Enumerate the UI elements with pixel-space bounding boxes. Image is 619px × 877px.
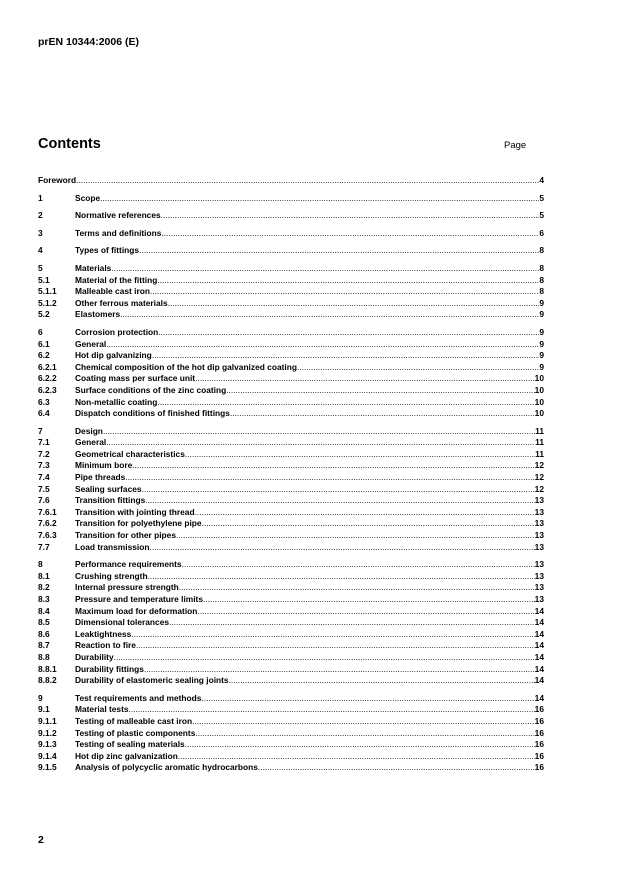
toc-section-group xyxy=(38,426,544,554)
toc-entry-page: 13 xyxy=(534,518,544,529)
toc-entry-number: 8.8 xyxy=(38,651,50,662)
toc-dot-leader xyxy=(106,339,539,351)
toc-entry-title: Design xyxy=(75,425,103,436)
document-id-header: prEN 10344:2006 (E) xyxy=(38,36,139,48)
toc-entry-title: Types of fittings xyxy=(75,245,140,256)
toc-entry-number: 7.5 xyxy=(38,483,50,494)
toc-dot-leader xyxy=(129,704,535,716)
toc-entry[interactable] xyxy=(38,437,544,449)
toc-dot-leader xyxy=(145,495,534,507)
toc-entry-number: 7.1 xyxy=(38,437,50,448)
page-column-label: Page xyxy=(504,140,527,151)
toc-entry[interactable] xyxy=(38,472,544,484)
toc-dot-leader xyxy=(178,751,535,763)
toc-dot-leader xyxy=(161,210,540,222)
toc-entry-title: Scope xyxy=(75,192,101,203)
toc-entry-number: 8.2 xyxy=(38,582,50,593)
toc-dot-leader xyxy=(179,582,535,594)
toc-entry[interactable] xyxy=(38,518,544,530)
toc-dot-leader xyxy=(185,449,535,461)
toc-entry-page: 9 xyxy=(539,297,544,308)
contents-title: Contents xyxy=(38,136,101,152)
toc-entry[interactable] xyxy=(38,245,544,257)
toc-dot-leader xyxy=(106,437,535,449)
toc-entry[interactable] xyxy=(38,373,544,385)
toc-entry-title: Other ferrous materials xyxy=(75,297,168,308)
toc-dot-leader xyxy=(202,518,535,530)
toc-entry[interactable] xyxy=(38,640,544,652)
toc-entry[interactable] xyxy=(38,298,544,310)
toc-entry-number: 7 xyxy=(38,425,43,436)
toc-entry-number: 6.3 xyxy=(38,396,50,407)
toc-entry-title: Transition with jointing thread xyxy=(75,506,195,517)
toc-entry-number: 8.4 xyxy=(38,605,50,616)
toc-entry-title: Non-metallic coating xyxy=(75,396,158,407)
toc-entry-number: 8.8.1 xyxy=(38,663,57,674)
toc-entry-page: 13 xyxy=(534,559,544,570)
toc-dot-leader xyxy=(195,728,534,740)
toc-entry-page: 13 xyxy=(534,582,544,593)
toc-entry[interactable] xyxy=(38,484,544,496)
toc-dot-leader xyxy=(169,617,535,629)
toc-entry[interactable] xyxy=(38,664,544,676)
toc-entry-number: 7.6.1 xyxy=(38,506,57,517)
toc-entry-page: 12 xyxy=(534,472,544,483)
toc-dot-leader xyxy=(76,175,539,187)
toc-entry-title: Terms and definitions xyxy=(75,227,162,238)
toc-entry-number: 9.1.4 xyxy=(38,750,57,761)
toc-entry-page: 10 xyxy=(534,396,544,407)
toc-entry-number: 9.1.2 xyxy=(38,727,57,738)
toc-entry-page: 13 xyxy=(534,541,544,552)
toc-entry[interactable] xyxy=(38,460,544,472)
toc-entry[interactable] xyxy=(38,675,544,687)
toc-entry[interactable] xyxy=(38,617,544,629)
toc-entry[interactable] xyxy=(38,693,544,705)
toc-entry-number: 9.1.5 xyxy=(38,762,57,773)
toc-entry-page: 16 xyxy=(534,727,544,738)
toc-entry[interactable] xyxy=(38,327,544,339)
toc-entry[interactable] xyxy=(38,495,544,507)
toc-entry-number: 5.1.1 xyxy=(38,286,57,297)
toc-entry-number: 4 xyxy=(38,245,43,256)
toc-dot-leader xyxy=(103,426,535,438)
toc-entry-title: Maximum load for deformation xyxy=(75,605,198,616)
toc-entry-title: Durability fittings xyxy=(75,663,144,674)
toc-entry-page: 4 xyxy=(539,175,544,185)
toc-entry[interactable] xyxy=(38,228,544,240)
toc-dot-leader xyxy=(157,275,539,287)
toc-entry-title: Performance requirements xyxy=(75,559,182,570)
toc-entry-number: 8.3 xyxy=(38,594,50,604)
toc-entry-page: 16 xyxy=(534,762,544,773)
toc-entry-page: 11 xyxy=(535,437,544,448)
toc-entry-number: 9.1 xyxy=(38,704,50,715)
toc-entry-title: Testing of malleable cast iron xyxy=(75,715,193,726)
toc-dot-leader xyxy=(197,606,534,618)
toc-entry-number: 8.8.2 xyxy=(38,675,57,686)
toc-entry-number: 9.1.1 xyxy=(38,715,57,726)
toc-entry[interactable] xyxy=(38,716,544,728)
toc-entry-page: 14 xyxy=(534,692,544,703)
toc-entry[interactable] xyxy=(38,751,544,763)
toc-dot-leader xyxy=(150,286,539,298)
toc-entry[interactable] xyxy=(38,559,544,571)
toc-entry-page: 14 xyxy=(534,617,544,628)
toc-entry-page: 11 xyxy=(535,425,544,436)
toc-entry-number: 6.2.3 xyxy=(38,384,57,395)
toc-dot-leader xyxy=(195,373,535,385)
toc-entry-title: Coating mass per surface unit xyxy=(75,373,196,384)
toc-entry-number: 9 xyxy=(38,692,43,703)
toc-entry[interactable] xyxy=(38,263,544,275)
toc-dot-leader xyxy=(182,559,535,571)
toc-entry-title: Hot dip galvanizing xyxy=(75,350,152,361)
toc-entry-page: 11 xyxy=(535,448,544,459)
toc-section-group xyxy=(38,245,544,257)
toc-entry[interactable] xyxy=(38,507,544,519)
toc-entry-page: 8 xyxy=(539,262,544,273)
toc-entry-page: 16 xyxy=(534,739,544,750)
toc-entry-title: Pipe threads xyxy=(75,472,126,483)
toc-entry-title: Material tests xyxy=(75,704,129,715)
toc-entry-page: 9 xyxy=(539,361,544,372)
toc-entry-page: 9 xyxy=(539,350,544,361)
toc-entry-title: Reaction to fire xyxy=(75,640,136,651)
toc-entry-number: 2 xyxy=(38,210,43,221)
toc-entry-page: 8 xyxy=(539,245,544,256)
toc-entry-number: 6.2 xyxy=(38,350,50,361)
toc-dot-leader xyxy=(176,530,535,542)
toc-entry-title: Minimum bore xyxy=(75,460,133,471)
toc-dot-leader xyxy=(161,228,539,240)
toc-entry-title: Material of the fitting xyxy=(75,274,158,285)
toc-dot-leader xyxy=(136,640,535,652)
toc-entry[interactable] xyxy=(38,629,544,641)
toc-entry-page: 8 xyxy=(539,274,544,285)
toc-entry-number: 7.6 xyxy=(38,495,50,506)
toc-entry-title: Testing of sealing materials xyxy=(75,739,185,750)
toc-entry-page: 5 xyxy=(539,210,544,221)
toc-dot-leader xyxy=(139,245,539,257)
toc-entry-page: 10 xyxy=(534,384,544,395)
toc-entry[interactable] xyxy=(38,542,544,554)
toc-entry-page: 13 xyxy=(534,506,544,517)
toc-entry-title: Dispatch conditions of finished fittings xyxy=(75,408,230,419)
toc-entry-page: 16 xyxy=(534,704,544,715)
toc-entry-number: 5.1 xyxy=(38,274,50,285)
toc-entry-title: Durability of elastomeric sealing joints xyxy=(75,675,229,686)
toc-entry-number: 7.6.2 xyxy=(38,518,57,529)
toc-entry-page: 10 xyxy=(534,373,544,384)
toc-entry-title: Dimensional tolerances xyxy=(75,617,170,628)
toc-entry-page: 16 xyxy=(534,715,544,726)
toc-entry-number: 8.6 xyxy=(38,628,50,639)
toc-dot-leader xyxy=(114,652,535,664)
toc-entry-title: Hot dip zinc galvanization xyxy=(75,750,178,761)
toc-entry-title: Pressure and temperature limits xyxy=(75,594,204,604)
toc-dot-leader xyxy=(144,664,535,676)
toc-entry-number: 3 xyxy=(38,227,43,238)
toc-entry-title: Normative references xyxy=(75,210,161,221)
toc-entry-page: 12 xyxy=(534,460,544,471)
toc-section-group xyxy=(38,263,544,321)
toc-dot-leader xyxy=(157,397,534,409)
toc-dot-leader xyxy=(131,629,534,641)
toc-dot-leader xyxy=(168,298,540,310)
toc-section-group xyxy=(38,559,544,687)
toc-entry[interactable] xyxy=(38,530,544,542)
toc-entry-page: 14 xyxy=(534,651,544,662)
toc-entry[interactable] xyxy=(38,193,544,205)
toc-entry-page: 12 xyxy=(534,483,544,494)
toc-entry-page: 14 xyxy=(534,663,544,674)
toc-entry[interactable] xyxy=(38,350,544,362)
toc-section-group xyxy=(38,693,544,774)
toc-dot-leader xyxy=(192,716,535,728)
toc-entry[interactable] xyxy=(38,175,544,187)
toc-dot-leader xyxy=(152,350,540,362)
toc-entry-title: Transition for other pipes xyxy=(75,530,176,541)
toc-entry-title: Leaktightness xyxy=(75,628,132,639)
toc-entry[interactable] xyxy=(38,385,544,397)
toc-entry-number: 6.1 xyxy=(38,338,50,349)
toc-entry-number: 9.1.3 xyxy=(38,739,57,750)
toc-dot-leader xyxy=(100,193,539,205)
toc-entry[interactable] xyxy=(38,728,544,740)
toc-entry-page: 13 xyxy=(534,570,544,581)
toc-entry-page: 10 xyxy=(534,408,544,419)
toc-entry-number: 8 xyxy=(38,559,43,570)
toc-entry-title: Chemical composition of the hot dip galvanized coating xyxy=(75,361,297,372)
toc-dot-leader xyxy=(120,309,539,321)
toc-entry[interactable] xyxy=(38,652,544,664)
toc-entry-number: 7.2 xyxy=(38,448,50,459)
toc-entry[interactable] xyxy=(38,210,544,222)
toc-entry-title: Analysis of polycyclic aromatic hydrocarbons xyxy=(75,762,258,773)
toc-section-group xyxy=(38,175,544,187)
toc-dot-leader xyxy=(203,594,535,606)
toc-dot-leader xyxy=(195,507,535,519)
toc-dot-leader xyxy=(258,762,535,774)
toc-entry-number: 6 xyxy=(38,326,43,337)
toc-entry-page: 8 xyxy=(539,286,544,297)
toc-entry-page: 9 xyxy=(539,326,544,337)
toc-section-group xyxy=(38,228,544,240)
toc-entry-page: 6 xyxy=(539,227,544,238)
toc-entry[interactable] xyxy=(38,426,544,438)
toc-entry-page: 14 xyxy=(534,605,544,616)
toc-entry-page: 13 xyxy=(534,495,544,506)
toc-entry-page: 14 xyxy=(534,640,544,651)
toc-entry-title: Malleable cast iron xyxy=(75,286,150,297)
toc-entry-number: 6.4 xyxy=(38,408,50,419)
toc-entry[interactable] xyxy=(38,739,544,751)
toc-entry-number: 8.5 xyxy=(38,617,50,628)
toc-entry[interactable] xyxy=(38,339,544,351)
toc-entry-title: Geometrical characteristics xyxy=(75,448,185,459)
toc-entry-title: Internal pressure strength xyxy=(75,582,179,593)
toc-entry[interactable] xyxy=(38,286,544,298)
toc-section-group xyxy=(38,210,544,222)
toc-entry-number: 6.2.1 xyxy=(38,361,57,372)
toc-dot-leader xyxy=(229,675,535,687)
toc-entry-number: 8.7 xyxy=(38,640,50,651)
toc-entry-title: Testing of plastic components xyxy=(75,727,196,738)
toc-entry-page: 14 xyxy=(534,675,544,686)
toc-dot-leader xyxy=(142,484,535,496)
toc-section-group xyxy=(38,327,544,420)
toc-entry-title: General xyxy=(75,437,107,448)
toc-entry[interactable] xyxy=(38,397,544,409)
toc-dot-leader xyxy=(230,408,535,420)
toc-entry-title: Elastomers xyxy=(75,309,121,320)
toc-entry-number: 8.1 xyxy=(38,570,50,581)
toc-dot-leader xyxy=(132,460,534,472)
toc-entry[interactable] xyxy=(38,408,544,420)
toc-entry-number: 1 xyxy=(38,192,43,203)
toc-dot-leader xyxy=(297,362,539,374)
toc-entry-title: Transition for polyethylene pipe xyxy=(75,518,202,529)
toc-entry-page: 9 xyxy=(539,309,544,320)
toc-entry[interactable] xyxy=(38,606,544,618)
toc-entry-number: 7.6.3 xyxy=(38,530,57,541)
toc-entry-number: 5.2 xyxy=(38,309,50,320)
toc-entry-title: Crushing strength xyxy=(75,570,148,581)
toc-dot-leader xyxy=(125,472,534,484)
toc-entry-page: 13 xyxy=(534,530,544,541)
toc-entry-title: Transition fittings xyxy=(75,495,146,506)
page-number: 2 xyxy=(38,834,44,846)
toc-entry-title: Sealing surfaces xyxy=(75,483,142,494)
toc-dot-leader xyxy=(158,327,539,339)
table-of-contents xyxy=(38,175,544,780)
toc-dot-leader xyxy=(148,571,535,583)
toc-dot-leader xyxy=(201,693,534,705)
toc-entry-title: Durability xyxy=(75,651,114,662)
toc-entry-number: 7.4 xyxy=(38,472,50,483)
toc-entry-title: General xyxy=(75,338,107,349)
toc-entry-page: 16 xyxy=(534,750,544,761)
toc-entry-number: 7.3 xyxy=(38,460,50,471)
toc-entry-number: 6.2.2 xyxy=(38,373,57,384)
toc-entry-title: Load transmission xyxy=(75,541,150,552)
toc-entry-page: 14 xyxy=(534,628,544,639)
toc-dot-leader xyxy=(226,385,534,397)
toc-dot-leader xyxy=(149,542,534,554)
toc-entry-title: Corrosion protection xyxy=(75,326,159,337)
toc-entry-title: Surface conditions of the zinc coating xyxy=(75,384,227,395)
toc-dot-leader xyxy=(185,739,535,751)
toc-entry-page: 5 xyxy=(539,192,544,203)
toc-section-group xyxy=(38,193,544,205)
toc-entry[interactable] xyxy=(38,449,544,461)
toc-entry[interactable] xyxy=(38,762,544,774)
toc-entry-page: 13 xyxy=(534,594,544,604)
toc-entry[interactable] xyxy=(38,594,544,606)
toc-entry[interactable] xyxy=(38,571,544,583)
toc-entry[interactable] xyxy=(38,704,544,716)
toc-entry[interactable] xyxy=(38,309,544,321)
toc-entry-number: 7.7 xyxy=(38,541,50,552)
toc-entry-number: 5.1.2 xyxy=(38,297,57,308)
toc-entry-title: Materials xyxy=(75,262,112,273)
toc-entry-title: Test requirements and methods xyxy=(75,692,202,703)
toc-entry[interactable] xyxy=(38,362,544,374)
toc-entry-page: 9 xyxy=(539,338,544,349)
toc-entry-number: 5 xyxy=(38,262,43,273)
toc-entry-title: Foreword xyxy=(38,175,77,185)
toc-entry[interactable] xyxy=(38,582,544,594)
toc-dot-leader xyxy=(111,263,539,275)
toc-entry[interactable] xyxy=(38,275,544,287)
